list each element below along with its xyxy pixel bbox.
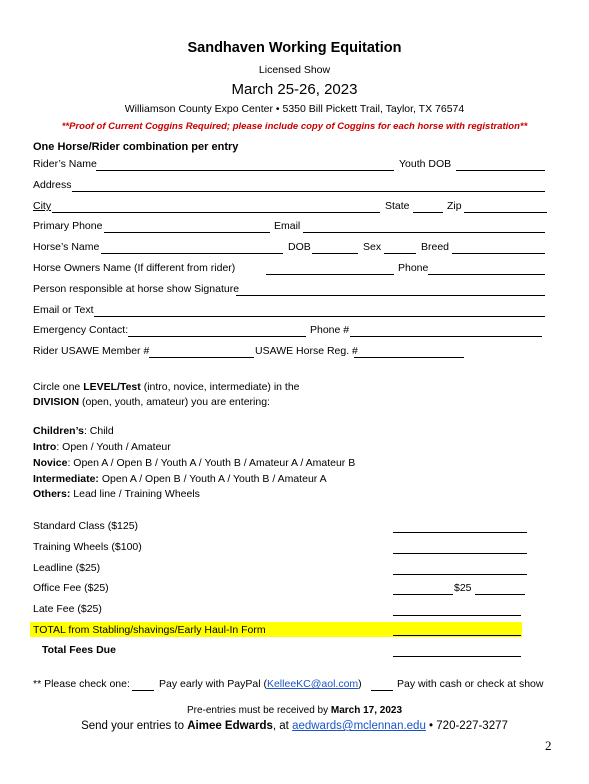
owner-phone-label: Phone xyxy=(398,262,429,274)
responsible-person-label: Person responsible at horse show Signature xyxy=(33,283,240,295)
fee-standard-class: Standard Class ($125) xyxy=(33,520,139,532)
breed-label: Breed xyxy=(421,241,450,253)
total-fees-due-field[interactable] xyxy=(393,656,521,657)
city-field[interactable] xyxy=(52,212,380,213)
paypal-checkbox[interactable] xyxy=(132,690,154,691)
coggins-note: **Proof of Current Coggins Required; please include copy of Coggins for each horse with registration** xyxy=(61,121,528,132)
email-or-text-field[interactable] xyxy=(94,316,545,317)
horse-owner-field[interactable] xyxy=(266,274,394,275)
youth-dob-field[interactable] xyxy=(456,170,545,171)
fee-training-wheels-field[interactable] xyxy=(393,553,527,554)
fee-office-field-left[interactable] xyxy=(393,594,453,595)
paypal-option: Pay early with PayPal (KelleeKC@aol.com) xyxy=(159,678,362,690)
level-others: Others: Lead line / Training Wheels xyxy=(33,488,200,500)
level-novice: Novice: Open A / Open B / Youth A / Youth B / Amateur A / Amateur B xyxy=(33,457,356,469)
level-childrens: Children’s: Child xyxy=(33,425,114,437)
send-entries: Send your entries to Aimee Edwards, at aedwards@mclennan.edu • 720-227-3277 xyxy=(81,720,508,732)
fee-late: Late Fee ($25) xyxy=(33,603,102,615)
rider-name-label: Rider’s Name xyxy=(33,158,97,170)
send-email-link[interactable]: aedwards@mclennan.edu xyxy=(292,720,426,732)
email-label: Email xyxy=(274,220,301,232)
usawe-horse-reg-field[interactable] xyxy=(354,357,464,358)
horse-name-field[interactable] xyxy=(101,253,283,254)
total-fees-due-label: Total Fees Due xyxy=(42,644,116,656)
cash-checkbox[interactable] xyxy=(371,690,393,691)
city-label: City xyxy=(33,200,52,212)
owner-phone-field[interactable] xyxy=(428,274,545,275)
payment-prefix: ** Please check one: xyxy=(33,678,130,690)
email-or-text-label: Email or Text xyxy=(33,304,94,316)
cash-option: Pay with cash or check at show xyxy=(397,678,544,690)
paypal-email-link[interactable]: KelleeKC@aol.com xyxy=(266,678,359,690)
breed-field[interactable] xyxy=(452,253,545,254)
primary-phone-field[interactable] xyxy=(104,232,270,233)
zip-label: Zip xyxy=(447,200,462,212)
fee-late-field[interactable] xyxy=(393,615,521,616)
youth-dob-label: Youth DOB xyxy=(399,158,452,170)
zip-field[interactable] xyxy=(464,212,547,213)
emergency-phone-field[interactable] xyxy=(350,336,542,337)
usawe-horse-reg-label: USAWE Horse Reg. # xyxy=(255,345,358,357)
emergency-contact-field[interactable] xyxy=(128,336,306,337)
horse-name-label: Horse’s Name xyxy=(33,241,100,253)
address-label: Address xyxy=(33,179,72,191)
state-label: State xyxy=(385,200,410,212)
fee-office-amount: $25 xyxy=(454,582,472,594)
email-field[interactable] xyxy=(303,232,545,233)
fee-training-wheels: Training Wheels ($100) xyxy=(33,541,142,553)
fee-office: Office Fee ($25) xyxy=(33,582,109,594)
section-title: One Horse/Rider combination per entry xyxy=(33,141,239,153)
fee-office-field-right[interactable] xyxy=(475,594,525,595)
rider-name-field[interactable] xyxy=(96,170,394,171)
venue-address: Williamson County Expo Center • 5350 Bill Pickett Trail, Taylor, TX 76574 xyxy=(124,103,465,115)
instructions-line-2: DIVISION (open, youth, amateur) you are entering: xyxy=(33,396,270,408)
level-intermediate: Intermediate: Open A / Open B / Youth A / Youth B / Amateur A xyxy=(33,473,327,485)
preentry-deadline: Pre-entries must be received by March 17, 2023 xyxy=(186,705,403,716)
form-title: Sandhaven Working Equitation xyxy=(187,40,402,56)
sex-field[interactable] xyxy=(384,253,416,254)
state-field[interactable] xyxy=(413,212,443,213)
fee-total-stabling: TOTAL from Stabling/shavings/Early Haul-In Form xyxy=(33,624,266,636)
horse-dob-label: DOB xyxy=(288,241,311,253)
address-field[interactable] xyxy=(72,191,545,192)
fee-leadline: Leadline ($25) xyxy=(33,562,101,574)
primary-phone-label: Primary Phone xyxy=(33,220,103,232)
horse-owner-label: Horse Owners Name (If different from rider) xyxy=(33,262,236,274)
sex-label: Sex xyxy=(363,241,382,253)
page-number: 2 xyxy=(545,738,552,753)
usawe-member-label: Rider USAWE Member # xyxy=(33,345,150,357)
level-intro: Intro: Open / Youth / Amateur xyxy=(33,441,171,453)
usawe-member-field[interactable] xyxy=(149,357,254,358)
instructions-line-1: Circle one LEVEL/Test (intro, novice, intermediate) in the xyxy=(33,381,300,393)
emergency-phone-label: Phone # xyxy=(310,324,350,336)
form-subtitle: Licensed Show xyxy=(258,64,331,76)
responsible-person-field[interactable] xyxy=(236,295,545,296)
emergency-contact-label: Emergency Contact: xyxy=(33,324,129,336)
fee-total-stabling-field[interactable] xyxy=(393,635,521,636)
fee-leadline-field[interactable] xyxy=(393,574,527,575)
show-dates: March 25-26, 2023 xyxy=(231,81,358,98)
horse-dob-field[interactable] xyxy=(312,253,358,254)
fee-standard-class-field[interactable] xyxy=(393,532,527,533)
